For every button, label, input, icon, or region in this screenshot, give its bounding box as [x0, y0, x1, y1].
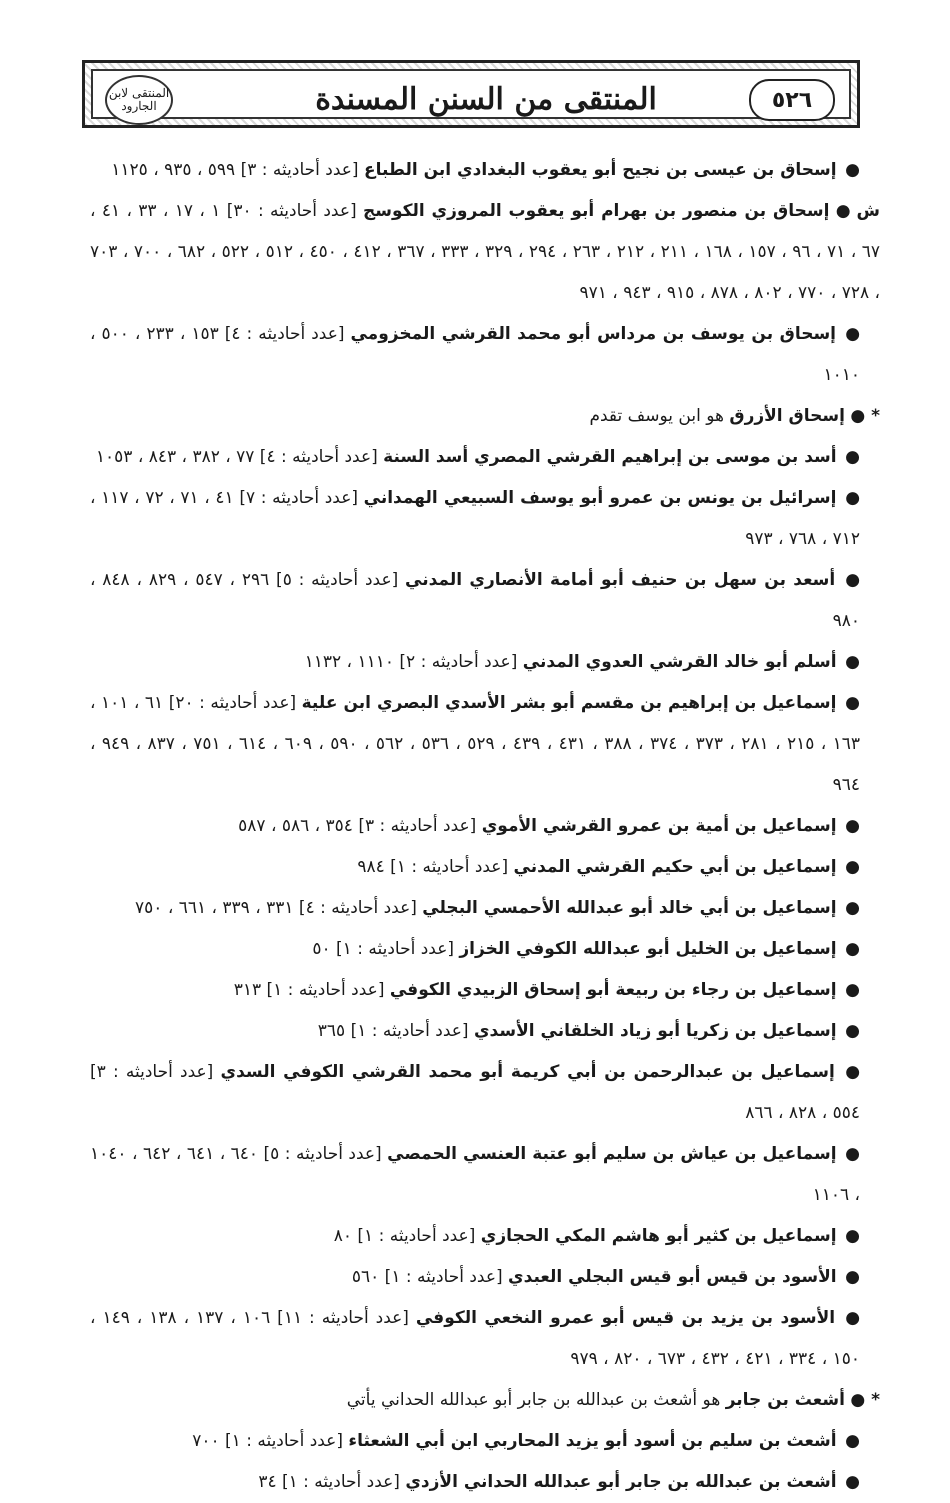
- bullet-mark: ●: [845, 488, 861, 508]
- bullet-mark: ●: [845, 447, 860, 467]
- page-header: [82, 60, 860, 128]
- bullet-mark: * ●: [850, 406, 880, 426]
- list-item: [90, 560, 880, 642]
- list-item: [90, 1052, 880, 1134]
- list-item: [90, 150, 880, 191]
- narrator-name: أسلم أبو خالد القرشي العدوي المدني: [522, 652, 837, 672]
- narrator-refs: [عدد أحاديثه : ٣] ٥٩٩ ، ٩٣٥ ، ١١٢٥: [111, 160, 359, 180]
- bullet-mark: ●: [845, 1226, 860, 1246]
- list-item: [90, 683, 880, 806]
- narrator-name: الأسود بن يزيد بن قيس أبو عمرو النخعي الكوفي: [415, 1308, 836, 1328]
- narrator-refs: هو أشعث بن عبدالله بن جابر أبو عبدالله الحداني يأتي: [346, 1390, 721, 1410]
- narrator-refs: [عدد أحاديثه : ١] ٨٠: [333, 1226, 476, 1246]
- list-item: [90, 847, 880, 888]
- narrator-refs: [عدد أحاديثه : ٤] ٣٣١ ، ٣٣٩ ، ٦٦١ ، ٧٥٠: [135, 898, 417, 918]
- narrator-name: إسرائيل بن يونس بن عمرو أبو يوسف السبيعي الهمداني: [363, 488, 837, 508]
- list-item: [90, 1257, 880, 1298]
- narrators-index: [90, 150, 880, 1503]
- bullet-mark: ●: [845, 324, 861, 344]
- narrator-refs: هو ابن يوسف تقدم: [589, 406, 724, 426]
- bullet-mark: ●: [845, 1472, 860, 1492]
- bullet-mark: ●: [845, 1308, 861, 1328]
- list-item: [90, 888, 880, 929]
- narrator-name: إسماعيل بن أبي حكيم القرشي المدني: [513, 857, 837, 877]
- narrator-refs: [عدد أحاديثه : ٣] ٥٥٤ ، ٨٢٨ ، ٨٦٦: [90, 1062, 860, 1123]
- bullet-mark: ●: [845, 1431, 860, 1451]
- bullet-mark: ●: [845, 693, 860, 713]
- list-item: [90, 642, 880, 683]
- narrator-name: إسحاق بن منصور بن بهرام أبو يعقوب المروزي الكوسج: [362, 201, 830, 221]
- narrator-refs: [عدد أحاديثه : ٤] ١٥٣ ، ٢٣٣ ، ٥٠٠ ، ١٠١٠: [90, 324, 860, 385]
- narrator-refs: [عدد أحاديثه : ١] ٣١٣: [233, 980, 385, 1000]
- list-item: [90, 478, 880, 560]
- narrator-name: إسماعيل بن كثير أبو هاشم المكي الحجازي: [480, 1226, 837, 1246]
- page-number: ٥٢٦: [749, 79, 835, 121]
- emblem-logo: المنتقى لابن الجارود: [105, 75, 173, 125]
- narrator-refs: [عدد أحاديثه : ١] ٩٨٤: [357, 857, 509, 877]
- bullet-mark: ●: [845, 1021, 860, 1041]
- narrator-refs: [عدد أحاديثه : ٥] ٦٤٠ ، ٦٤١ ، ٦٤٢ ، ١٠٤٠ ، ١١٠٦: [90, 1144, 860, 1205]
- narrator-refs: [عدد أحاديثه : ١] ٥٠: [312, 939, 454, 959]
- narrator-name: أسعد بن سهل بن حنيف أبو أمامة الأنصاري المدني: [405, 570, 836, 590]
- list-item: [90, 191, 880, 314]
- list-item: [90, 1421, 880, 1462]
- narrator-name: إسماعيل بن عياش بن سليم أبو عتبة العنسي الحمصي: [387, 1144, 837, 1164]
- bullet-mark: ●: [845, 570, 861, 590]
- list-item: [90, 1011, 880, 1052]
- narrator-name: إسحاق الأزرق: [729, 406, 845, 426]
- bullet-mark: ●: [845, 939, 860, 959]
- narrator-refs: [عدد أحاديثه : ٣] ٣٥٤ ، ٥٨٦ ، ٥٨٧: [238, 816, 477, 836]
- list-item: [90, 1216, 880, 1257]
- list-item: [90, 396, 880, 437]
- narrator-refs: [عدد أحاديثه : ٥] ٢٩٦ ، ٥٤٧ ، ٨٢٩ ، ٨٤٨ ، ٩٨٠: [90, 570, 860, 631]
- list-item: [90, 314, 880, 396]
- narrator-refs: [عدد أحاديثه : ١] ٣٤: [258, 1472, 400, 1492]
- narrator-name: الأسود بن قيس أبو قيس البجلي العبدي: [508, 1267, 837, 1287]
- narrator-refs: [عدد أحاديثه : ٢] ١١١٠ ، ١١٣٢: [304, 652, 518, 672]
- list-item: [90, 1380, 880, 1421]
- list-item: [90, 806, 880, 847]
- bullet-mark: ●: [845, 1062, 861, 1082]
- narrator-name: أشعث بن عبدالله بن جابر أبو عبدالله الحداني الأزدي: [405, 1472, 837, 1492]
- narrator-refs: [عدد أحاديثه : ٣٠] ١ ، ١٧ ، ٣٣ ، ٤١ ، ٦٧ ، ٧١ ، ٩٦ ، ١٥٧ ، ١٦٨ ، ٢١١ ، ٢١٢ ، ٢٦٣ ، ٢٩٤ ، ٣٢٩ ، ٣٣٣ ، ٣٦٧ ، ٤١٢ ، ٤٥٠ ، ٥١٢ ، ٥٢٢ ، ٦٨٢ ، ٧٠٠ ، ٧٠٣ ، ٧٢٨ ، ٧٧٠ ، ٨٠٢ ، ٨٧٨ ، ٩١٥ ، ٩٤٣ ، ٩٧١: [90, 201, 881, 303]
- bullet-mark: * ●: [850, 1390, 880, 1410]
- narrator-refs: [عدد أحاديثه : ١] ٣٦٥: [317, 1021, 469, 1041]
- narrator-name: إسماعيل بن أمية بن عمرو القرشي الأموي: [481, 816, 837, 836]
- narrator-name: إسماعيل بن أبي خالد أبو عبدالله الأحمسي البجلي: [422, 898, 837, 918]
- list-item: [90, 929, 880, 970]
- list-item: [90, 1462, 880, 1503]
- bullet-mark: ●: [845, 857, 860, 877]
- bullet-mark: ●: [845, 898, 860, 918]
- narrator-name: أسد بن موسى بن إبراهيم القرشي المصري أسد السنة: [383, 447, 837, 467]
- bullet-mark: ش ●: [835, 201, 881, 221]
- bullet-mark: ●: [845, 160, 860, 180]
- narrator-name: إسماعيل بن عبدالرحمن بن أبي كريمة أبو محمد القرشي الكوفي السدي: [220, 1062, 835, 1082]
- narrator-refs: [عدد أحاديثه : ٧] ٤١ ، ٧١ ، ٧٢ ، ١١٧ ، ٧١٢ ، ٧٦٨ ، ٩٧٣: [90, 488, 860, 549]
- narrator-name: إسحاق بن عيسى بن نجيح أبو يعقوب البغدادي ابن الطباع: [363, 160, 837, 180]
- narrator-name: إسماعيل بن الخليل أبو عبدالله الكوفي الخزاز: [459, 939, 837, 959]
- narrator-refs: [عدد أحاديثه : ٢٠] ٦١ ، ١٠١ ، ١٦٣ ، ٢١٥ ، ٢٨١ ، ٣٧٣ ، ٣٧٤ ، ٣٨٨ ، ٤٣١ ، ٤٣٩ ، ٥٢٩ ، ٥٣٦ ، ٥٦٢ ، ٥٩٠ ، ٦٠٩ ، ٦١٤ ، ٧٥١ ، ٨٣٧ ، ٩٤٩ ، ٩٦٤: [90, 693, 861, 795]
- narrator-refs: [عدد أحاديثه : ٤] ٧٧ ، ٣٨٢ ، ٨٤٣ ، ١٠٥٣: [95, 447, 378, 467]
- narrator-refs: [عدد أحاديثه : ١] ٧٠٠: [192, 1431, 343, 1451]
- bullet-mark: ●: [845, 1144, 861, 1164]
- narrator-name: إسماعيل بن زكريا أبو زياد الخلقاني الأسدي: [473, 1021, 837, 1041]
- narrator-name: أشعث بن جابر: [725, 1390, 845, 1410]
- book-title: المنتقى من السنن المسندة: [315, 81, 657, 117]
- header-frame: [91, 69, 851, 119]
- narrator-name: إسماعيل بن إبراهيم بن مقسم أبو بشر الأسدي البصري ابن علية: [301, 693, 837, 713]
- narrator-name: إسماعيل بن رجاء بن ربيعة أبو إسحاق الزبيدي الكوفي: [389, 980, 837, 1000]
- narrator-name: إسحاق بن يوسف بن مرداس أبو محمد القرشي المخزومي: [350, 324, 837, 344]
- narrator-refs: [عدد أحاديثه : ١١] ١٠٦ ، ١٣٧ ، ١٣٨ ، ١٤٩ ، ١٥٠ ، ٣٣٤ ، ٤٢١ ، ٤٣٢ ، ٦٧٣ ، ٨٢٠ ، ٩٧٩: [90, 1308, 860, 1369]
- narrator-refs: [عدد أحاديثه : ١] ٥٦٠: [351, 1267, 503, 1287]
- list-item: [90, 437, 880, 478]
- bullet-mark: ●: [845, 816, 860, 836]
- list-item: [90, 970, 880, 1011]
- narrator-name: أشعث بن سليم بن أسود أبو يزيد المحاربي ابن أبي الشعثاء: [348, 1431, 837, 1451]
- list-item: [90, 1134, 880, 1216]
- bullet-mark: ●: [845, 652, 860, 672]
- bullet-mark: ●: [845, 1267, 860, 1287]
- list-item: [90, 1298, 880, 1380]
- bullet-mark: ●: [845, 980, 860, 1000]
